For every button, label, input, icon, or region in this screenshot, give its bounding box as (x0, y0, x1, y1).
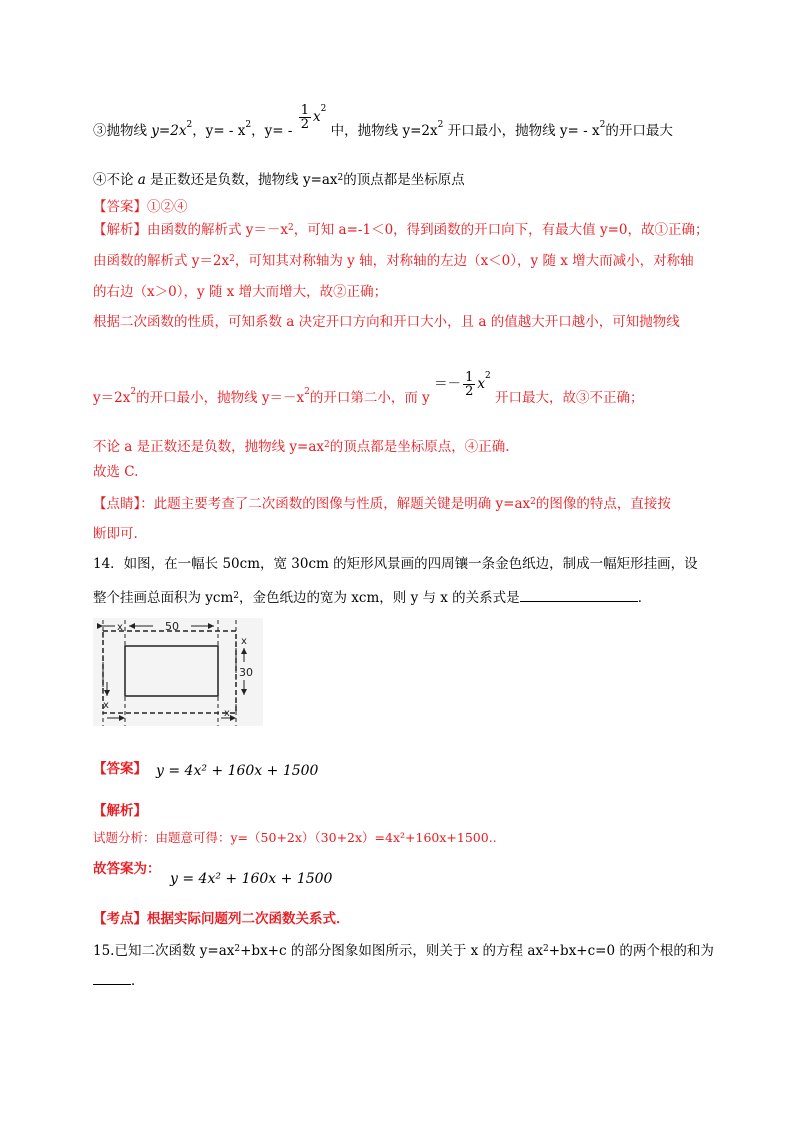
question-15-line2: ． (93, 972, 145, 990)
final-answer-14-formula: y = 4x² + 160x + 1500 (170, 871, 333, 887)
answer-13: 【答案】①②④ (93, 199, 188, 215)
analysis-14-text: 试题分析：由题意可得：y=（50+2x）（30+2x）=4x²+160x+1500.. (93, 830, 497, 845)
comment-13-line1: 【点睛】：此题主要考查了二次函数的图像与性质，解题关键是明确 $y=ax^2$的图像的特点，直接按 (93, 496, 671, 512)
label-x-top: x (117, 622, 123, 633)
statement-3: ③抛物线 $y=2x^2$，$y= - x^2$，y= - $\frac{1}{2}$ $x^2$ 中，抛物线 $y=2x^2$ 开口最小，抛物线 $y= - x^2$的开口最大 (93, 103, 673, 139)
analysis-13-line2: 由函数的解析式 $y=2x^2$，可知其对称轴为 y 轴，对称轴的左边（x＜0），y 随 x 增大而减小，对称轴 (93, 253, 694, 269)
answer-blank-14 (520, 601, 638, 602)
statement-4: ④不论 a 是正数还是负数，抛物线 $y=ax^2$的顶点都是坐标原点 (93, 172, 465, 188)
analysis-14-label: 【解析】 (93, 803, 147, 819)
answer-14-formula: y = 4x² + 160x + 1500 (156, 763, 319, 779)
comment-13-line2: 断即可. (93, 526, 138, 542)
answer-blank-15 (93, 984, 131, 985)
question-15-line1: 15.已知二次函数 $y=ax^2+bx+c$ 的部分图象如图所示，则关于 x 的方程 $ax^2+bx+c=0$ 的两个根的和为 (93, 943, 714, 959)
fraction-half: $\frac{1}{2}$ (300, 103, 309, 132)
label-50: 50 (165, 620, 179, 633)
kaodian-14: 【考点】根据实际问题列二次函数关系式． (93, 911, 350, 927)
label-x-right: x (241, 636, 247, 647)
analysis-13-line3: 的右边（x＞0），y 随 x 增大而增大，故②正确； (93, 284, 388, 300)
final-answer-14-label: 故答案为： (93, 861, 161, 877)
analysis-13-line5: $y=2x^2$的开口最小，抛物线 $y=-x^2$的开口第二小，而 y ＝－ $\frac{1}{2}$ $x^2$ 开口最大，故③不正确； (93, 370, 644, 406)
analysis-13-line6: 不论 a 是正数还是负数，抛物线 $y=ax^2$的顶点都是坐标原点，④正确. (93, 439, 510, 455)
analysis-13-line4: 根据二次函数的性质，可知系数 a 决定开口方向和开口大小，且 a 的值越大开口越小，可知抛物线 (93, 314, 680, 330)
analysis-13-line7: 故选 C. (93, 464, 139, 480)
label-x-bottom: x (224, 708, 230, 719)
question-14-line2: 整个挂画总面积为 ycm$^2$，金色纸边的宽为 xcm，则 y 与 x 的关系式是 ． (93, 590, 652, 606)
label-30: 30 (239, 666, 253, 679)
analysis-13-line1: 【解析】由函数的解析式 $y=-x^2$，可知 a=-1＜0，得到函数的开口向下，有最大值 y=0，故①正确； (93, 222, 709, 238)
label-x-left: x (103, 700, 109, 711)
fraction-neg-half: $\frac{1}{2}$ (465, 370, 474, 399)
question-14-line1: 14．如图，在一幅长 50cm，宽 30cm 的矩形风景画的四周镶一条金色纸边，制成一幅矩形挂画，设 (93, 556, 698, 572)
frame-diagram (93, 618, 263, 726)
answer-14-label: 【答案】 (93, 761, 147, 777)
